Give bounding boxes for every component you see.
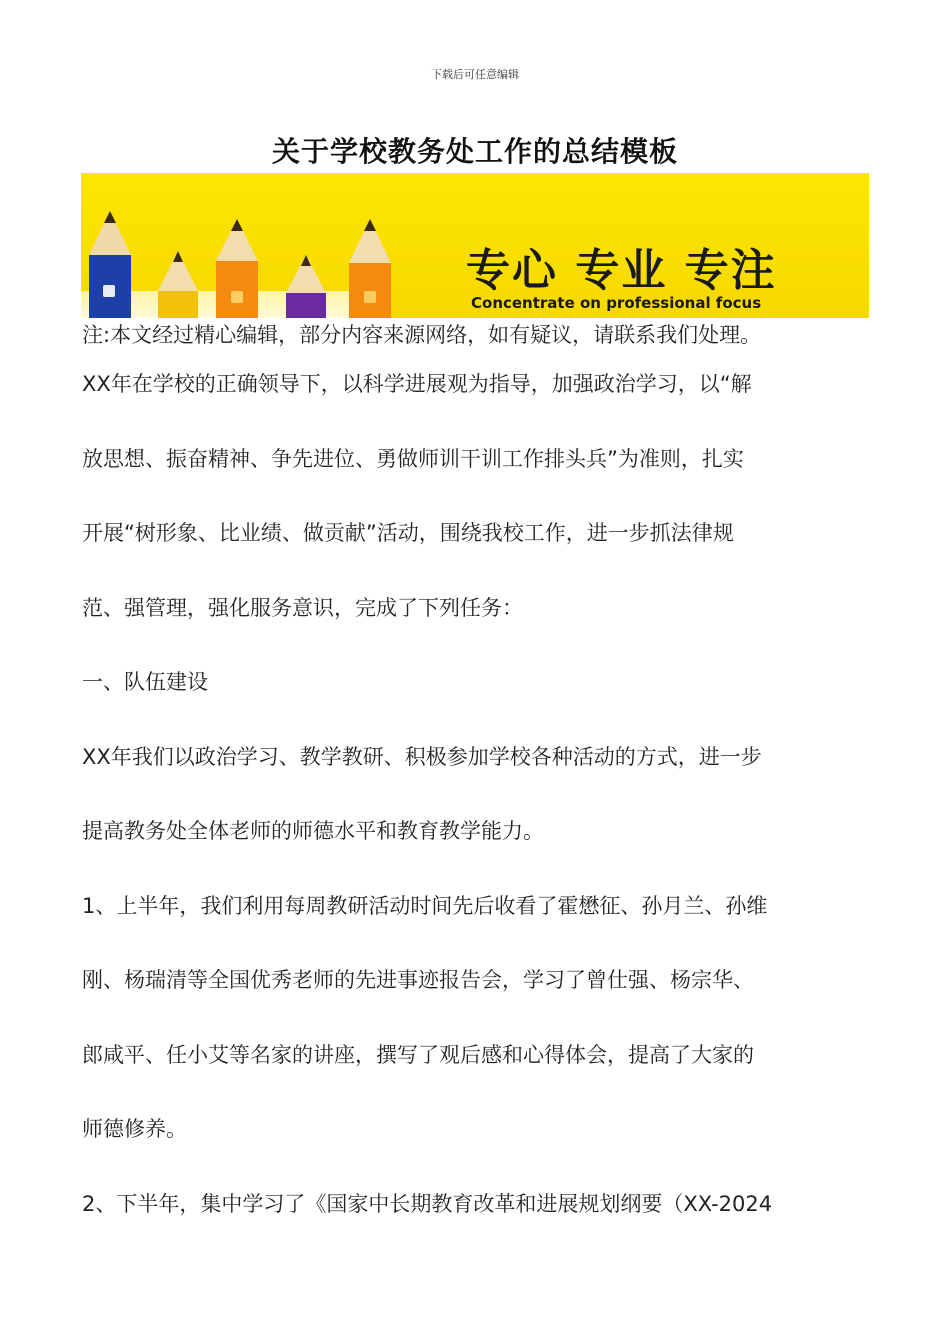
text-line: 放思想、振奋精神、争先进位、勇做师训干训工作排头兵”为准则，扎实 [82,446,744,471]
text-line: 刚、杨瑞清等全国优秀老师的先进事迹报告会，学习了曾仕强、杨宗华、 [82,968,754,992]
paragraph-item-1 [82,869,872,1167]
section-heading [82,645,872,720]
text-line: XX年我们以政治学习、教学教研、积极参加学校各种活动的方式，进一步 [82,744,762,769]
banner-image [81,173,869,318]
text-line: 2、下半年，集中学习了《国家中长期教育改革和进展规划纲要（XX-2024 [82,1191,773,1216]
text-line: 范、强管理，强化服务意识，完成了下列任务： [82,595,523,620]
document-title: 关于学校教务处工作的总结模板 [271,135,678,168]
banner-slogan: 专心 专业 专注 [466,245,777,296]
text-line: XX年在学校的正确领导下，以科学进展观为指导，加强政治学习，以“解 [82,372,752,396]
paragraph-item-2 [82,1167,872,1242]
page-header-note: 下载后可任意编辑 [431,68,519,81]
paragraph-team [82,720,872,869]
editor-note: 注:本文经过精心编辑，部分内容来源网络，如有疑议，请联系我们处理。 [82,323,762,347]
document-body [82,347,872,1241]
text-line: 师德修养。 [82,1117,187,1141]
text-line: 1、上半年，我们利用每周教研活动时间先后收看了霍懋征、孙月兰、孙维 [82,893,768,918]
text-line: 郎咸平、任小艾等名家的讲座，撰写了观后感和心得体会，提高了大家的 [82,1042,754,1067]
banner-subtitle: Concentrate on professional focus [471,294,762,312]
paragraph-intro [82,347,872,645]
text-line: 开展“树形象、比业绩、做贡献”活动，围绕我校工作，进一步抓法律规 [82,521,734,545]
text-line: 一、队伍建设 [82,670,208,694]
text-line: 提高教务处全体老师的师德水平和教育教学能力。 [82,819,544,843]
